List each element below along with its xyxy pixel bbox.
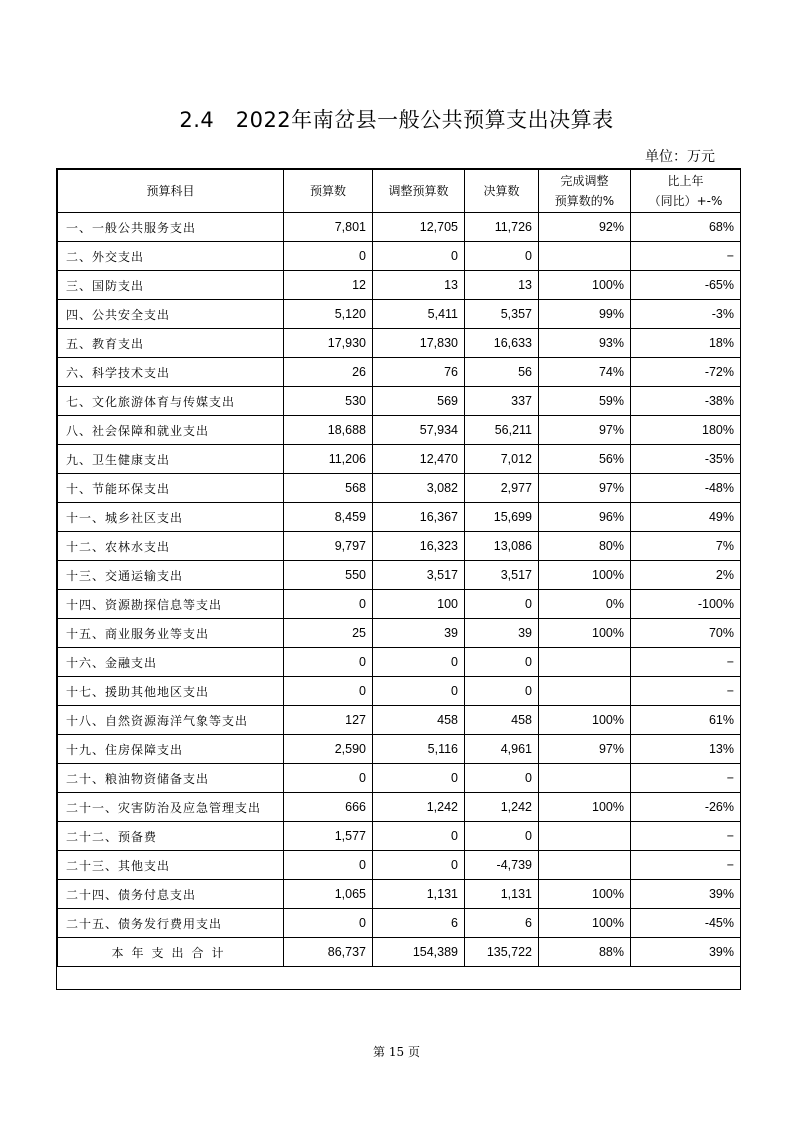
cell-completion: 92% <box>539 213 631 242</box>
table-row <box>58 445 741 474</box>
table-body <box>58 213 741 967</box>
table-row <box>58 880 741 909</box>
cell-adjusted: 0 <box>373 677 465 706</box>
cell-budget: 530 <box>284 387 373 416</box>
cell-name: 二十、粮油物资储备支出 <box>58 764 284 793</box>
cell-name: 十九、住房保障支出 <box>58 735 284 764</box>
cell-name: 十、节能环保支出 <box>58 474 284 503</box>
cell-final: 3,517 <box>465 561 539 590</box>
cell-yoy: -72% <box>631 358 741 387</box>
cell-completion: 93% <box>539 329 631 358</box>
cell-name: 九、卫生健康支出 <box>58 445 284 474</box>
table-row <box>58 619 741 648</box>
cell-completion: 97% <box>539 735 631 764</box>
cell-name: 十三、交通运输支出 <box>58 561 284 590</box>
cell-yoy: 13% <box>631 735 741 764</box>
cell-yoy: 49% <box>631 503 741 532</box>
header-text: 完成调整 <box>560 174 609 188</box>
cell-final: 13,086 <box>465 532 539 561</box>
header-budget <box>284 170 373 213</box>
cell-budget: 550 <box>284 561 373 590</box>
cell-name: 二十四、债务付息支出 <box>58 880 284 909</box>
cell-name: 十一、城乡社区支出 <box>58 503 284 532</box>
cell-final: 0 <box>465 242 539 271</box>
cell-final: 135,722 <box>465 938 539 967</box>
header-text: 比上年 <box>667 174 704 188</box>
cell-adjusted: 569 <box>373 387 465 416</box>
cell-completion: 100% <box>539 561 631 590</box>
cell-completion <box>539 822 631 851</box>
cell-completion: 80% <box>539 532 631 561</box>
expenditure-table <box>57 169 741 967</box>
cell-final: 16,633 <box>465 329 539 358</box>
cell-name: 二十一、灾害防治及应急管理支出 <box>58 793 284 822</box>
cell-budget: 18,688 <box>284 416 373 445</box>
cell-yoy: 61% <box>631 706 741 735</box>
cell-budget: 127 <box>284 706 373 735</box>
cell-final: 39 <box>465 619 539 648</box>
header-subject <box>58 170 284 213</box>
cell-final: 2,977 <box>465 474 539 503</box>
cell-yoy: − <box>631 648 741 677</box>
cell-yoy: -26% <box>631 793 741 822</box>
table-row <box>58 793 741 822</box>
cell-final: 4,961 <box>465 735 539 764</box>
cell-budget: 12 <box>284 271 373 300</box>
cell-completion: 97% <box>539 474 631 503</box>
table-row <box>58 648 741 677</box>
cell-yoy: -38% <box>631 387 741 416</box>
table-header-row <box>58 170 741 213</box>
cell-final: 1,131 <box>465 880 539 909</box>
page-footer: 第 15 页 <box>373 1045 420 1059</box>
header-text: 调整预算数 <box>388 184 449 198</box>
table-row <box>58 242 741 271</box>
table-row <box>58 532 741 561</box>
cell-budget: 11,206 <box>284 445 373 474</box>
cell-completion: 100% <box>539 909 631 938</box>
cell-name: 十七、援助其他地区支出 <box>58 677 284 706</box>
cell-name: 四、公共安全支出 <box>58 300 284 329</box>
cell-budget: 1,577 <box>284 822 373 851</box>
cell-yoy: 7% <box>631 532 741 561</box>
cell-adjusted: 57,934 <box>373 416 465 445</box>
cell-adjusted: 0 <box>373 764 465 793</box>
header-completion <box>539 170 631 213</box>
table-row <box>58 271 741 300</box>
table-row <box>58 416 741 445</box>
table-row <box>58 822 741 851</box>
cell-final: 0 <box>465 822 539 851</box>
cell-name: 十五、商业服务业等支出 <box>58 619 284 648</box>
cell-name: 二十三、其他支出 <box>58 851 284 880</box>
cell-budget: 568 <box>284 474 373 503</box>
table-row <box>58 590 741 619</box>
table-row <box>58 503 741 532</box>
cell-budget: 0 <box>284 648 373 677</box>
cell-final: 15,699 <box>465 503 539 532</box>
cell-name: 二十五、债务发行费用支出 <box>58 909 284 938</box>
cell-completion: 96% <box>539 503 631 532</box>
cell-name: 十二、农林水支出 <box>58 532 284 561</box>
cell-name: 十八、自然资源海洋气象等支出 <box>58 706 284 735</box>
cell-yoy: − <box>631 851 741 880</box>
header-text: （同比）+-% <box>648 194 723 208</box>
cell-yoy: − <box>631 764 741 793</box>
cell-yoy: 2% <box>631 561 741 590</box>
cell-adjusted: 16,367 <box>373 503 465 532</box>
table-row <box>58 851 741 880</box>
cell-name: 二十二、预备费 <box>58 822 284 851</box>
cell-adjusted: 3,082 <box>373 474 465 503</box>
cell-adjusted: 1,131 <box>373 880 465 909</box>
cell-budget: 0 <box>284 242 373 271</box>
cell-completion: 100% <box>539 271 631 300</box>
cell-adjusted: 0 <box>373 648 465 677</box>
table-row <box>58 561 741 590</box>
cell-completion: 74% <box>539 358 631 387</box>
cell-final: 0 <box>465 590 539 619</box>
cell-budget: 86,737 <box>284 938 373 967</box>
cell-adjusted: 458 <box>373 706 465 735</box>
cell-yoy: -100% <box>631 590 741 619</box>
table-row <box>58 677 741 706</box>
cell-budget: 0 <box>284 590 373 619</box>
cell-final: 11,726 <box>465 213 539 242</box>
header-yoy <box>631 170 741 213</box>
cell-completion: 99% <box>539 300 631 329</box>
cell-final: 0 <box>465 677 539 706</box>
cell-budget: 0 <box>284 851 373 880</box>
cell-completion <box>539 648 631 677</box>
cell-adjusted: 1,242 <box>373 793 465 822</box>
header-final <box>465 170 539 213</box>
table-row <box>58 329 741 358</box>
cell-name: 六、科学技术支出 <box>58 358 284 387</box>
cell-adjusted: 5,116 <box>373 735 465 764</box>
cell-yoy: 70% <box>631 619 741 648</box>
cell-yoy: -65% <box>631 271 741 300</box>
cell-completion: 100% <box>539 793 631 822</box>
page-title: 2.4 2022年南岔县一般公共预算支出决算表 <box>179 108 614 132</box>
cell-final: 56,211 <box>465 416 539 445</box>
total-row <box>58 938 741 967</box>
cell-final: 337 <box>465 387 539 416</box>
cell-name: 七、文化旅游体育与传媒支出 <box>58 387 284 416</box>
table-row <box>58 358 741 387</box>
cell-adjusted: 154,389 <box>373 938 465 967</box>
cell-budget: 2,590 <box>284 735 373 764</box>
cell-completion <box>539 851 631 880</box>
cell-name: 二、外交支出 <box>58 242 284 271</box>
cell-final: 5,357 <box>465 300 539 329</box>
cell-completion: 88% <box>539 938 631 967</box>
cell-adjusted: 100 <box>373 590 465 619</box>
cell-budget: 0 <box>284 909 373 938</box>
cell-adjusted: 13 <box>373 271 465 300</box>
cell-name: 八、社会保障和就业支出 <box>58 416 284 445</box>
cell-yoy: 39% <box>631 938 741 967</box>
cell-yoy: 68% <box>631 213 741 242</box>
cell-budget: 0 <box>284 764 373 793</box>
cell-yoy: -35% <box>631 445 741 474</box>
cell-name: 本年支出合计 <box>58 938 284 967</box>
cell-name: 五、教育支出 <box>58 329 284 358</box>
table-row <box>58 387 741 416</box>
unit-label: 单位：万元 <box>645 149 715 165</box>
cell-yoy: 18% <box>631 329 741 358</box>
cell-name: 十四、资源勘探信息等支出 <box>58 590 284 619</box>
cell-yoy: − <box>631 677 741 706</box>
table-row <box>58 764 741 793</box>
cell-completion: 59% <box>539 387 631 416</box>
table-row <box>58 474 741 503</box>
cell-completion: 0% <box>539 590 631 619</box>
cell-budget: 17,930 <box>284 329 373 358</box>
cell-name: 十六、金融支出 <box>58 648 284 677</box>
cell-yoy: − <box>631 822 741 851</box>
cell-budget: 666 <box>284 793 373 822</box>
cell-adjusted: 3,517 <box>373 561 465 590</box>
cell-adjusted: 16,323 <box>373 532 465 561</box>
table-row <box>58 300 741 329</box>
table-row <box>58 213 741 242</box>
table-row <box>58 909 741 938</box>
cell-adjusted: 12,470 <box>373 445 465 474</box>
header-text: 决算数 <box>483 184 520 198</box>
cell-budget: 5,120 <box>284 300 373 329</box>
header-adjusted <box>373 170 465 213</box>
cell-yoy: − <box>631 242 741 271</box>
cell-yoy: 39% <box>631 880 741 909</box>
cell-final: 7,012 <box>465 445 539 474</box>
cell-yoy: -45% <box>631 909 741 938</box>
cell-yoy: -48% <box>631 474 741 503</box>
table-row <box>58 706 741 735</box>
cell-final: 0 <box>465 648 539 677</box>
cell-adjusted: 39 <box>373 619 465 648</box>
cell-adjusted: 12,705 <box>373 213 465 242</box>
cell-budget: 1,065 <box>284 880 373 909</box>
cell-completion <box>539 764 631 793</box>
cell-adjusted: 6 <box>373 909 465 938</box>
cell-final: 6 <box>465 909 539 938</box>
cell-adjusted: 5,411 <box>373 300 465 329</box>
cell-budget: 8,459 <box>284 503 373 532</box>
cell-final: 13 <box>465 271 539 300</box>
cell-completion <box>539 677 631 706</box>
cell-final: 0 <box>465 764 539 793</box>
cell-name: 三、国防支出 <box>58 271 284 300</box>
cell-adjusted: 0 <box>373 242 465 271</box>
cell-final: -4,739 <box>465 851 539 880</box>
cell-completion <box>539 242 631 271</box>
cell-completion: 100% <box>539 619 631 648</box>
cell-name: 一、一般公共服务支出 <box>58 213 284 242</box>
cell-adjusted: 0 <box>373 822 465 851</box>
cell-completion: 97% <box>539 416 631 445</box>
cell-budget: 26 <box>284 358 373 387</box>
cell-budget: 7,801 <box>284 213 373 242</box>
cell-adjusted: 17,830 <box>373 329 465 358</box>
cell-budget: 0 <box>284 677 373 706</box>
header-text: 预算数的% <box>554 194 615 208</box>
cell-budget: 25 <box>284 619 373 648</box>
cell-final: 458 <box>465 706 539 735</box>
cell-budget: 9,797 <box>284 532 373 561</box>
cell-adjusted: 76 <box>373 358 465 387</box>
cell-completion: 100% <box>539 706 631 735</box>
table-row <box>58 735 741 764</box>
header-text: 预算数 <box>309 184 346 198</box>
cell-final: 1,242 <box>465 793 539 822</box>
cell-yoy: 180% <box>631 416 741 445</box>
cell-adjusted: 0 <box>373 851 465 880</box>
cell-yoy: -3% <box>631 300 741 329</box>
cell-final: 56 <box>465 358 539 387</box>
cell-completion: 100% <box>539 880 631 909</box>
header-text: 预算科目 <box>146 184 195 198</box>
cell-completion: 56% <box>539 445 631 474</box>
